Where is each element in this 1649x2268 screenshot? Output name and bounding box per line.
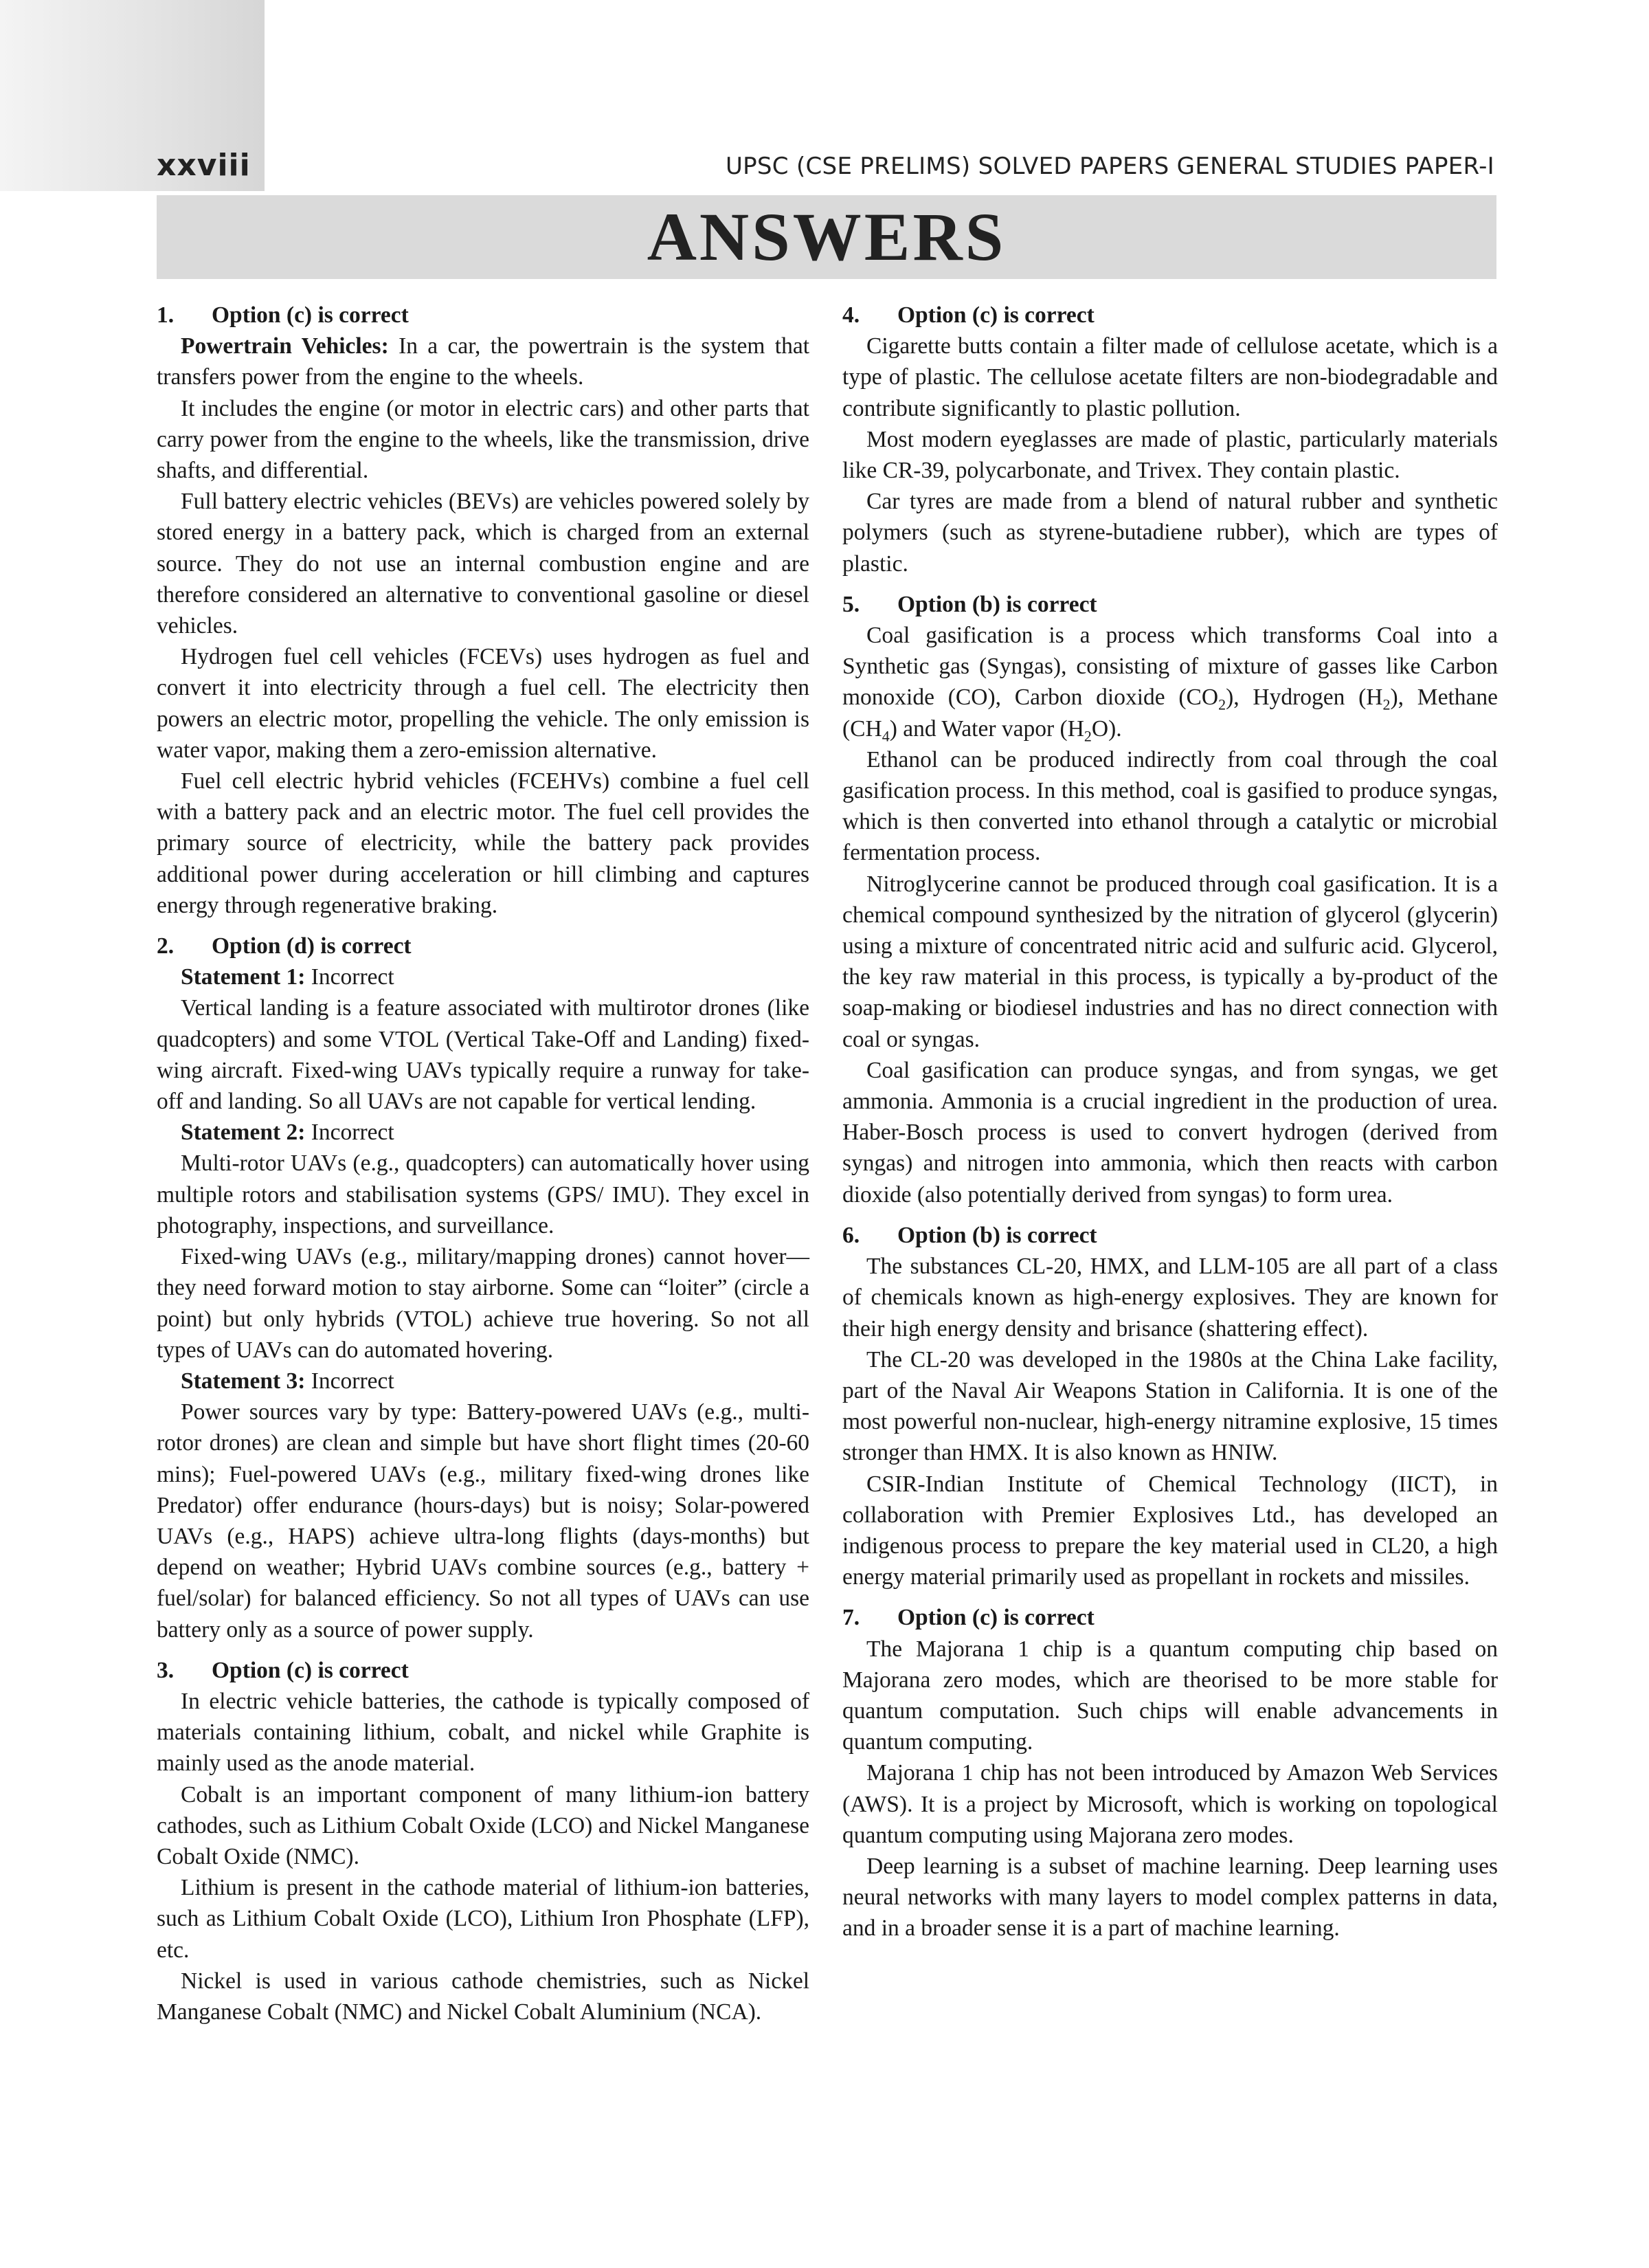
paragraph: Cigarette butts contain a filter made of cellulose acetate, which is a type of plastic. The cellulose acetate filters are non-biodegradable and contribute significantly to plastic pollution. (842, 333, 1498, 421)
paragraph (842, 620, 1498, 744)
right-column (842, 300, 1498, 1944)
statement-label (157, 961, 809, 992)
answer-heading (157, 300, 809, 331)
answer-option: Option (b) is correct (897, 1222, 1097, 1248)
answer-option: Option (c) is correct (897, 302, 1095, 328)
paragraph: Vertical landing is a feature associated with multirotor drones (like quadcopters) and some VTOL (Vertical Take-Off and Landing) fixed-wing aircraft. Fixed-wing UAVs typically require a runway for take-off and landing. So all UAVs are not capable for vertical lending. (157, 995, 809, 1115)
answer-heading (842, 589, 1498, 620)
answer-option: Option (c) is correct (897, 1605, 1095, 1631)
statement-value: Incorrect (305, 964, 394, 990)
paragraph (157, 331, 809, 392)
text-run: ), Methane (CH (842, 685, 1498, 742)
answer-number: 6. (842, 1222, 860, 1248)
subscript: 2 (1382, 696, 1391, 714)
paragraph: The Majorana 1 chip is a quantum computing chip based on Majorana zero modes, which are theorised to be more stable for quantum computation. Such chips will enable advancements in quantum computing. (842, 1636, 1498, 1755)
answer-heading (842, 1220, 1498, 1251)
answer-number: 1. (157, 302, 175, 328)
subscript: 2 (1218, 696, 1226, 714)
paragraph: Lithium is present in the cathode material of lithium-ion batteries, such as Lithium Cobalt Oxide (LCO), Lithium Iron Phosphate (LFP), etc. (157, 1875, 809, 1963)
paragraph: Car tyres are made from a blend of natural rubber and synthetic polymers (such as styrene-butadiene rubber), which are types of plastic. (842, 489, 1498, 577)
answer-heading (842, 1602, 1498, 1633)
answer-heading (842, 300, 1498, 331)
answer-6 (842, 1220, 1498, 1592)
paragraph: Full battery electric vehicles (BEVs) are vehicles powered solely by stored energy in a battery pack, which is charged from an external source. They do not use an internal combustion engine and are therefore considered an alternative to conventional gasoline or diesel vehicles. (157, 489, 809, 639)
answer-3 (157, 1655, 809, 2027)
lead-term: Powertrain Vehicles: (181, 333, 389, 359)
statement-label (157, 1366, 809, 1397)
answer-7 (842, 1602, 1498, 1944)
answer-2 (157, 931, 809, 1645)
statement-value: Incorrect (305, 1120, 394, 1146)
answer-heading (157, 931, 809, 961)
paragraph: Power sources vary by type: Battery-powered UAVs (e.g., multi-rotor drones) are clean and simple but have short flight times (20-60 mins); Fuel-powered UAVs (e.g., military fixed-wing drones like Predator) offer endurance (hours-days) but is noisy; Solar-powered UAVs (e.g., HAPS) achieve ultra-long flights (days-months) but depend on weather; Hybrid UAVs combine sources (e.g., battery + fuel/solar) for balanced efficiency. So not all types of UAVs can use battery only as a source of power supply. (157, 1399, 809, 1643)
paragraph: CSIR-Indian Institute of Chemical Technology (IICT), in collaboration with Premier Explosives Ltd., has developed an indigenous process to prepare the key material used in CL20, a high energy material primarily used as propellant in rockets and missiles. (842, 1471, 1498, 1590)
left-column (157, 300, 809, 2027)
text-run: O). (1091, 715, 1122, 742)
paragraph: Fuel cell electric hybrid vehicles (FCEHVs) combine a fuel cell with a battery pack and an electric motor. The fuel cell provides the primary source of electricity, while the battery pack provides additional power during acceleration or hill climbing and captures energy through regenerative braking. (157, 768, 809, 918)
answer-option: Option (b) is correct (897, 591, 1097, 617)
answer-number: 3. (157, 1657, 175, 1683)
statement-value: Incorrect (305, 1368, 394, 1394)
paragraph: The CL-20 was developed in the 1980s at the China Lake facility, part of the Naval Air Weapons Station in California. It is one of the most powerful non-nuclear, high-energy nitramine explosive, 15 times stronger than HMX. It is also known as HNIW. (842, 1346, 1498, 1466)
answer-option: Option (c) is correct (212, 302, 409, 328)
answer-option: Option (d) is correct (212, 933, 412, 959)
answer-5 (842, 589, 1498, 1210)
paragraph: Nitroglycerine cannot be produced through coal gasification. It is a chemical compound synthesized by the nitration of glycerol (glycerin) using a mixture of concentrated nitric acid and sulfuric acid. Glycerol, the key raw material in this process, is typically a by-product of the soap-making or biodiesel industries and has no direct connection with coal or syngas. (842, 871, 1498, 1052)
running-title: UPSC (CSE PRELIMS) SOLVED PAPERS GENERAL STUDIES PAPER-I (725, 153, 1494, 180)
paragraph: Ethanol can be produced indirectly from coal through the coal gasification process. In this method, coal is gasified to produce syngas, which is then converted into ethanol through a catalytic or microbial fermentation process. (842, 746, 1498, 866)
subscript: 2 (1084, 727, 1092, 745)
paragraph: Most modern eyeglasses are made of plastic, particularly materials like CR-39, polycarbonate, and Trivex. They contain plastic. (842, 426, 1498, 484)
page-number: xxviii (157, 148, 251, 183)
paragraph: Multi-rotor UAVs (e.g., quadcopters) can automatically hover using multiple rotors and stabilisation systems (GPS/ IMU). They excel in photography, inspections, and surveillance. (157, 1150, 809, 1238)
paragraph: Deep learning is a subset of machine learning. Deep learning uses neural networks with many layers to model complex patterns in data, and in a broader sense it is a part of machine learning. (842, 1853, 1498, 1942)
text-run: ), Hydrogen (H (1226, 685, 1383, 711)
answer-1 (157, 300, 809, 921)
text-run: Coal gasification is a process which transforms Coal into a Synthetic gas (Syngas), consisting of mixture of gasses like Carbon monoxide (CO), Carbon dioxide (CO (842, 623, 1498, 711)
answer-number: 4. (842, 302, 860, 328)
statement-key: Statement 3: (181, 1368, 306, 1394)
statement-label (157, 1117, 809, 1148)
answer-number: 5. (842, 591, 860, 617)
paragraph: The substances CL-20, HMX, and LLM-105 are all part of a class of chemicals known as high-energy explosives. They are known for their high energy density and brisance (shattering effect). (842, 1254, 1498, 1342)
paragraph: Hydrogen fuel cell vehicles (FCEVs) uses hydrogen as fuel and convert it into electricity through a fuel cell. The electricity then powers an electric motor, propelling the vehicle. The only emission is water vapor, making them a zero-emission alternative. (157, 644, 809, 763)
paragraph: Coal gasification can produce syngas, and from syngas, we get ammonia. Ammonia is a crucial ingredient in the production of urea. Haber-Bosch process is used to convert hydrogen (derived from syngas) and nitrogen into ammonia, which then reacts with carbon dioxide (also potentially derived from syngas) to form urea. (842, 1057, 1498, 1208)
lead-text: In a car, the powertrain is the system that transfers power from the engine to the wheels. (157, 333, 809, 390)
statement-key: Statement 2: (181, 1120, 306, 1146)
text-run: ) and Water vapor (H (889, 715, 1084, 742)
answer-number: 2. (157, 933, 175, 959)
answer-4 (842, 300, 1498, 579)
paragraph: Cobalt is an important component of many lithium-ion battery cathodes, such as Lithium Cobalt Oxide (LCO) and Nickel Manganese Cobalt Oxide (NMC). (157, 1781, 809, 1869)
paragraph: In electric vehicle batteries, the cathode is typically composed of materials containing lithium, cobalt, and nickel while Graphite is mainly used as the anode material. (157, 1688, 809, 1777)
subscript: 4 (882, 727, 890, 745)
paragraph: Majorana 1 chip has not been introduced by Amazon Web Services (AWS). It is a project by Microsoft, which is working on topological quantum computing using Majorana zero modes. (842, 1760, 1498, 1848)
answer-option: Option (c) is correct (212, 1657, 409, 1683)
paragraph: Fixed-wing UAVs (e.g., military/mapping drones) cannot hover—they need forward motion to stay airborne. Some can “loiter” (circle a point) but only hybrids (VTOL) achieve true hovering. So not all types of UAVs can do automated hovering. (157, 1244, 809, 1363)
section-title: ANSWERS (647, 199, 1007, 275)
paragraph: It includes the engine (or motor in electric cars) and other parts that carry power from the engine to the wheels, like the transmission, drive shafts, and differential. (157, 395, 809, 484)
answer-number: 7. (842, 1605, 860, 1631)
paragraph: Nickel is used in various cathode chemistries, such as Nickel Manganese Cobalt (NMC) and Nickel Cobalt Aluminium (NCA). (157, 1968, 809, 2025)
answer-heading (157, 1655, 809, 1686)
statement-key: Statement 1: (181, 964, 306, 990)
